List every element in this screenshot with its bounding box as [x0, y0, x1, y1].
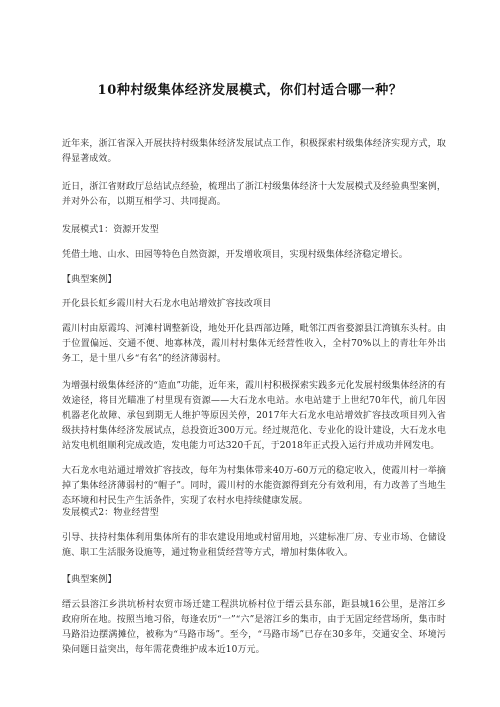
mode-2-description: 引导、扶持村集体利用集体所有的非农建设用地或村留用地，兴建标准厂房、专业市场、仓储设施、职工生活服务设施等，通过物业租赁经营等方式，增加村集体收入。 [62, 533, 446, 558]
case-1-paragraph-2: 为增强村级集体经济的“造血”功能，近年来，霞川村积极探索实践多元化发展村级集体经济的有效途径，将目光瞄准了村里现有资源——大石龙水电站。水电站建于上世纪70年代，前几年因机器老化故障、承包到期无人维护等原因关停，2017年大石龙水电站增效扩容技改项目列入省级扶持村集体经济发展试点，总投资近300万元。经过规范化、专业化的设计建设，大石龙水电站发电机组顺利完成改造，发电能力可达320千瓦，于2018年正式投入运行并成功并网发电。 [62, 381, 446, 451]
mode-1-description: 凭借土地、山水、田园等特色自然资源，开发增收项目，实现村级集体经济稳定增长。 [62, 250, 408, 260]
case-title-1: 开化县长虹乡霞川村大石龙水电站增效扩容技改项目 [62, 299, 272, 309]
page-title: 10种村级集体经济发展模式，你们村适合哪一种？ [97, 83, 403, 98]
intro-paragraph-1: 近年来，浙江省深入开展扶持村级集体经济发展试点工作，积极探索村级集体经济实现方式，取得显著成效。 [62, 139, 446, 164]
case-label-1: 【典型案例】 [62, 275, 117, 285]
case-1-paragraph-3: 大石龙水电站通过增效扩容技改，每年为村集体带来40万-60万元的稳定收入，使霞川村一举摘掉了集体经济薄弱村的“帽子”。同时，霞川村的水能资源得到充分有效利用，有力改善了当地生态环境和村民生产生活条件，实现了农村水电持续健康发展。 [62, 466, 446, 506]
intro-paragraph-2: 近日，浙江省财政厅总结试点经验，梳理出了浙江村级集体经济十大发展模式及经验典型案例，并对外公布，以期互相学习、共同提高。 [62, 182, 446, 207]
case-1-paragraph-1: 霞川村由原霞坞、河滩村调整新设，地处开化县西部边陲，毗邻江西省婺源县江湾镇东头村。由于位置偏远、交通不便、地寡林茂，霞川村村集体无经营性收入，全村70%以上的青壮年外出务工，是十里八乡“有名”的经济薄弱村。 [62, 324, 446, 364]
section-heading-mode-1: 发展模式1：资源开发型 [62, 225, 159, 235]
case-2-paragraph-1: 缙云县溶江乡洪坑桥村农贸市场迁建工程洪坑桥村位于缙云县东部，距县城16公里，是溶江乡政府所在地。按照当地习俗，每逢农历“一”“六”是溶江乡的集市，由于无固定经营场所，集市时马路沿边摆满摊位，被称为“马路市场”。至今，“马路市场”已存在30多年，交通安全、环境污染问题日益突出，每年需花费维护成本近10万元。 [62, 600, 446, 655]
section-heading-mode-2: 发展模式2：物业经营型 [62, 508, 159, 518]
case-label-2: 【典型案例】 [62, 575, 117, 585]
